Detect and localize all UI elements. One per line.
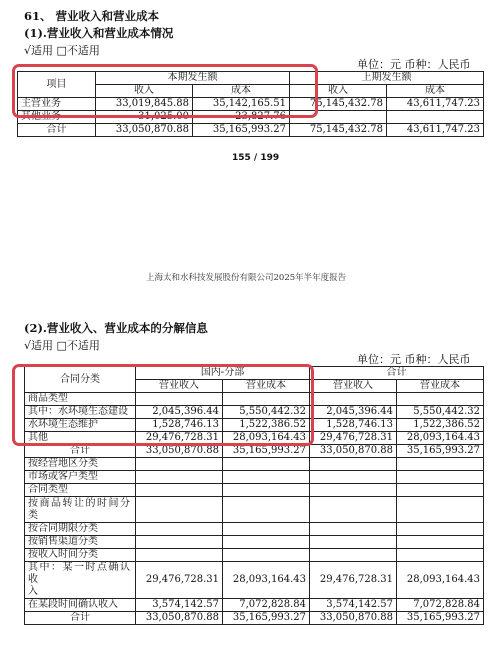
cell: 33,050,870.88 [310, 612, 397, 625]
cell: 35,165,993.27 [397, 445, 484, 458]
header-revenue: 营业收入 [136, 380, 223, 393]
cell [223, 523, 310, 536]
income-cost-table [17, 71, 484, 137]
table-row [25, 445, 484, 458]
row-label: 合同类型 [25, 484, 136, 497]
table-row [25, 484, 484, 497]
cell: 29,476,728.31 [310, 562, 397, 599]
row-label-line: 其中：某一时点确认收 [28, 562, 132, 585]
cell: 3,574,142.57 [136, 599, 223, 612]
row-label: 合计 [25, 612, 136, 625]
table-row [25, 599, 484, 612]
cell: 75,145,432.78 [290, 124, 387, 137]
row-label [25, 497, 136, 523]
cell [136, 484, 223, 497]
header-cost: 成本 [193, 85, 290, 98]
cell: 35,165,993.27 [397, 612, 484, 625]
cell: 1,528,746.13 [136, 419, 223, 432]
cell [310, 393, 397, 406]
table-row [25, 406, 484, 419]
cell [310, 484, 397, 497]
header-cost: 营业成本 [223, 380, 310, 393]
cell: 28,093,164.43 [397, 562, 484, 599]
unit-label: 单位：元 币种：人民币 [357, 58, 471, 71]
cell [223, 393, 310, 406]
cell [310, 497, 397, 523]
header-contract-class: 合同分类 [25, 367, 136, 393]
cell: 1,522,386.52 [223, 419, 310, 432]
cell [136, 471, 223, 484]
cell: 29,476,728.31 [136, 562, 223, 599]
subsection-title: (1).营业收入和营业成本情况 [24, 26, 174, 40]
row-label: 在某段时间确认收入 [25, 599, 136, 612]
table-row [18, 124, 484, 137]
cell: 33,050,870.88 [136, 445, 223, 458]
cell [310, 471, 397, 484]
table-row [25, 497, 484, 523]
row-label: 水环境生态维护 [25, 419, 136, 432]
cell [290, 111, 387, 124]
row-label-line: 类 [28, 509, 38, 521]
header-previous-period: 上期发生额 [290, 72, 484, 85]
row-label: 其他业务 [18, 111, 96, 124]
cell: 28,093,164.43 [223, 432, 310, 445]
cell [136, 458, 223, 471]
header-item: 项目 [18, 72, 96, 98]
cell [223, 536, 310, 549]
row-label: 合计 [25, 445, 136, 458]
cell: 35,165,993.27 [193, 124, 290, 137]
page-number: 155 / 199 [232, 153, 280, 163]
cell: 5,550,442.32 [397, 406, 484, 419]
table-row [25, 393, 484, 406]
cell: 28,093,164.43 [223, 562, 310, 599]
row-label: 市场或客户类型 [25, 471, 136, 484]
section-title: 61、 营业收入和营业成本 [24, 9, 160, 23]
cell: 5,550,442.32 [223, 406, 310, 419]
cell [223, 549, 310, 562]
cell: 29,476,728.31 [136, 432, 223, 445]
row-label: 主营业务 [18, 98, 96, 111]
row-label: 按收入时间分类 [25, 549, 136, 562]
header-total: 合计 [310, 367, 484, 380]
cell: 43,611,747.23 [387, 98, 484, 111]
subsection-title: (2).营业收入、营业成本的分解信息 [24, 321, 208, 335]
row-label: 其中：水环境生态建设 [25, 406, 136, 419]
cell: 3,574,142.57 [310, 599, 397, 612]
cell: 1,522,386.52 [397, 419, 484, 432]
cell: 33,050,870.88 [96, 124, 193, 137]
table-row [25, 458, 484, 471]
cell: 35,165,993.27 [223, 445, 310, 458]
row-label-line: 按商品转让的时间分 [28, 497, 132, 509]
table-row [25, 549, 484, 562]
table-row [18, 98, 484, 111]
cell: 23,827.76 [193, 111, 290, 124]
cell [223, 497, 310, 523]
cell [397, 536, 484, 549]
cell [223, 458, 310, 471]
cell [136, 549, 223, 562]
cell: 7,072,828.84 [223, 599, 310, 612]
cell: 2,045,396.44 [136, 406, 223, 419]
applicable-checkbox-text: √适用 □不适用 [24, 44, 100, 57]
row-label: 按销售渠道分类 [25, 536, 136, 549]
cell [310, 458, 397, 471]
cell: 35,142,165.51 [193, 98, 290, 111]
header-revenue: 收入 [96, 85, 193, 98]
page-footer: 上海太和水科技发展股份有限公司2025年半年度报告 [146, 273, 347, 283]
header-domestic-segment: 国内-分部 [136, 367, 310, 380]
table-row [25, 562, 484, 599]
cell [397, 497, 484, 523]
row-label-line: 入 [28, 586, 38, 597]
cell: 2,045,396.44 [310, 406, 397, 419]
cell: 43,611,747.23 [387, 124, 484, 137]
row-label: 其他 [25, 432, 136, 445]
cell [310, 523, 397, 536]
cell: 75,145,432.78 [290, 98, 387, 111]
header-revenue: 营业收入 [310, 380, 397, 393]
cell [310, 536, 397, 549]
table-row [25, 419, 484, 432]
cell: 33,050,870.88 [310, 445, 397, 458]
header-revenue: 收入 [290, 85, 387, 98]
cell: 33,050,870.88 [136, 612, 223, 625]
header-cost: 成本 [387, 85, 484, 98]
table-row [25, 612, 484, 625]
header-current-period: 本期发生额 [96, 72, 290, 85]
cell: 1,528,746.13 [310, 419, 397, 432]
row-label: 按合同期限分类 [25, 523, 136, 536]
cell [136, 536, 223, 549]
cell [397, 523, 484, 536]
row-label: 按经营地区分类 [25, 458, 136, 471]
cell: 28,093,164.43 [397, 432, 484, 445]
cell [397, 484, 484, 497]
unit-label: 单位：元 币种：人民币 [357, 353, 471, 366]
table-row [25, 523, 484, 536]
cell [136, 393, 223, 406]
table-row [25, 432, 484, 445]
table-row [25, 536, 484, 549]
cell: 7,072,828.84 [397, 599, 484, 612]
cell: 29,476,728.31 [310, 432, 397, 445]
row-label: 合计 [18, 124, 96, 137]
cell [136, 497, 223, 523]
table-row [18, 111, 484, 124]
cell: 35,165,993.27 [223, 612, 310, 625]
cell [397, 393, 484, 406]
table-row [25, 471, 484, 484]
income-breakdown-table [24, 366, 484, 625]
cell [223, 471, 310, 484]
cell [310, 549, 397, 562]
cell: 33,019,845.88 [96, 98, 193, 111]
cell [397, 458, 484, 471]
applicable-checkbox-text: √适用 □不适用 [24, 339, 100, 352]
cell [397, 471, 484, 484]
cell [223, 484, 310, 497]
cell [397, 549, 484, 562]
row-label [25, 562, 136, 599]
cell: 31,025.00 [96, 111, 193, 124]
cell [136, 523, 223, 536]
header-cost: 营业成本 [397, 380, 484, 393]
cell [387, 111, 484, 124]
row-label: 商品类型 [25, 393, 136, 406]
